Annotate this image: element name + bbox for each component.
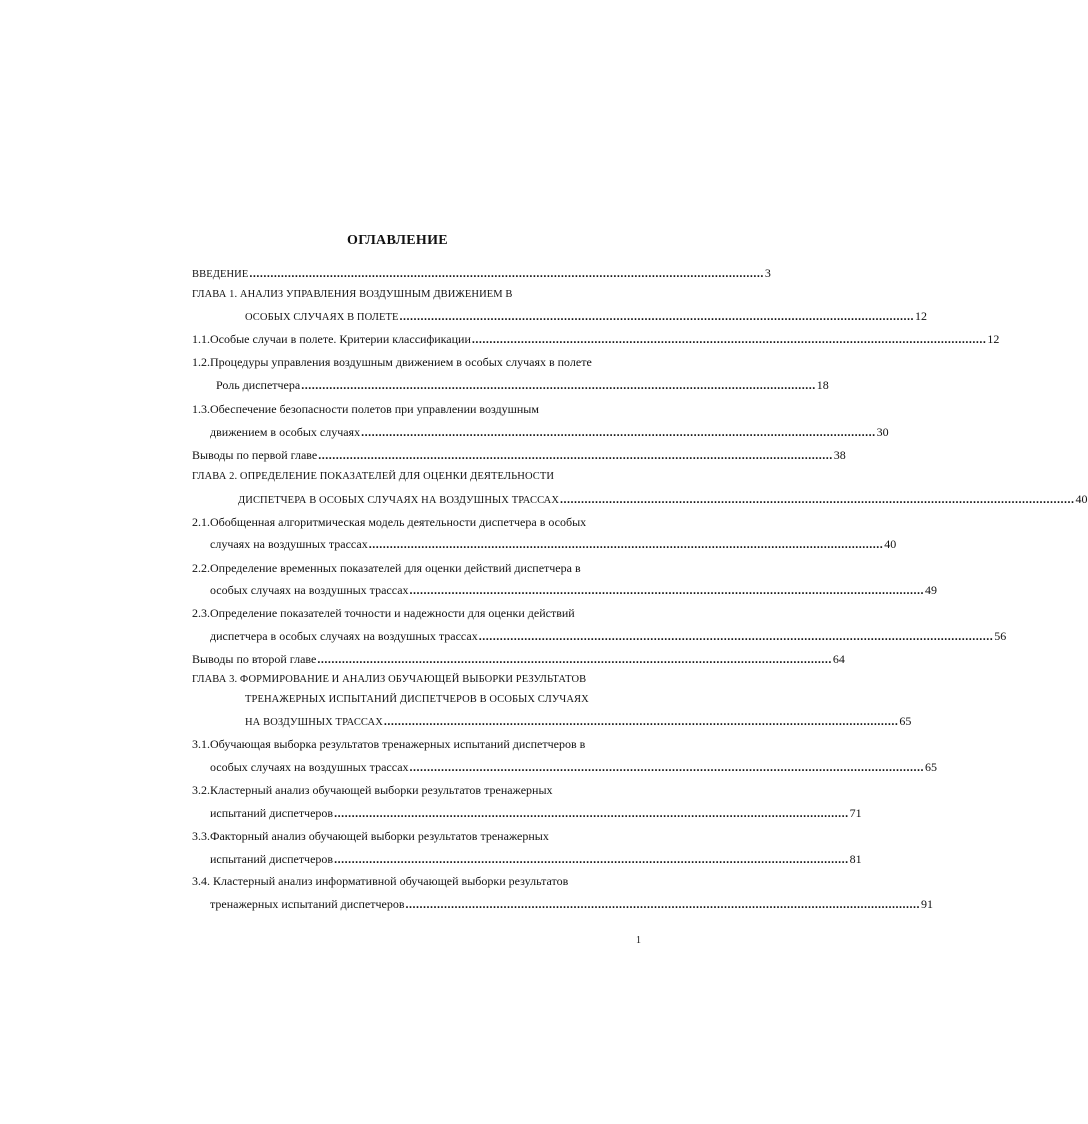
dot-leader: ................................................................................................................................................... [560,492,1075,506]
toc-page-number: 49 [925,583,938,597]
toc-entry-3-1 [210,760,938,774]
toc-entry-chapter-2 [238,492,1088,508]
toc-entry-text: НА ВОЗДУШНЫХ ТРАССАХ [245,717,383,728]
toc-entry-text: случаях на воздушных трассах [210,537,368,551]
toc-entry-text: испытаний диспетчеров [210,806,334,820]
dot-leader: ................................................................................................................................................... [471,332,987,346]
toc-page-number: 40 [1075,492,1088,506]
toc-page-number: 81 [849,852,862,866]
toc-chapter-1-line1: ГЛАВА 1. АНАЛИЗ УПРАВЛЕНИЯ ВОЗДУШНЫМ ДВИЖЕНИЕМ В [192,289,513,300]
toc-entry-3-4-line1: 3.4. Кластерный анализ информативной обучающей выборки результатов [192,874,569,888]
toc-entry-1-3 [210,425,889,439]
toc-page-number: 65 [899,714,912,728]
toc-entry-conclusions-1 [192,448,846,462]
toc-page-number: 12 [987,332,1000,346]
toc-entry-3-2-line1: 3.2.Кластерный анализ обучающей выборки результатов тренажерных [192,783,553,797]
toc-entry-text: Роль диспетчера [216,378,301,392]
dot-leader: ................................................................................................................................................... [318,448,833,462]
toc-page-number: 91 [921,897,933,911]
toc-entry-1-2 [216,378,829,392]
toc-entry-1-2-line1: 1.2.Процедуры управления воздушным движением в особых случаях в полете [192,355,592,369]
toc-page-number: 38 [833,448,846,462]
toc-entry-2-3 [210,629,1007,643]
toc-entry-3-2 [210,806,862,820]
toc-entry-chapter-1 [245,309,928,325]
toc-chapter-2-line1: ГЛАВА 2. ОПРЕДЕЛЕНИЕ ПОКАЗАТЕЛЕЙ ДЛЯ ОЦЕНКИ ДЕЯТЕЛЬНОСТИ [192,471,555,482]
dot-leader: ................................................................................................................................................... [405,897,920,911]
dot-leader: ................................................................................................................................................... [334,852,849,866]
toc-page-number: 30 [876,425,889,439]
dot-leader: ................................................................................................................................................... [317,652,832,666]
toc-entry-1-3-line1: 1.3.Обеспечение безопасности полетов при управлении воздушным [192,402,539,416]
toc-entry-2-1-line1: 2.1.Обобщенная алгоритмическая модель деятельности диспетчера в особых [192,515,587,529]
toc-entry-introduction [192,266,771,282]
dot-leader: ................................................................................................................................................... [409,760,925,774]
toc-page-number: 64 [832,652,845,666]
toc-chapter-3-line2: ТРЕНАЖЕРНЫХ ИСПЫТАНИЙ ДИСПЕТЧЕРОВ В ОСОБЫХ СЛУЧАЯХ [245,694,589,705]
dot-leader: ................................................................................................................................................... [383,714,899,728]
toc-entry-text: 1.1.Особые случаи в полете. Критерии классификации [192,332,471,346]
toc-entry-text: тренажерных испытаний диспетчеров [210,897,405,911]
toc-page-number: 18 [816,378,829,392]
toc-entry-chapter-3 [245,714,912,730]
toc-entry-2-3-line1: 2.3.Определение показателей точности и надежности для оценки действий [192,606,575,620]
toc-page-number: 71 [849,806,862,820]
dot-leader: ................................................................................................................................................... [368,537,884,551]
toc-entry-3-1-line1: 3.1.Обучающая выборка результатов тренажерных испытаний диспетчеров в [192,737,586,751]
dot-leader: ................................................................................................................................................... [361,425,876,439]
toc-entry-3-3-line1: 3.3.Факторный анализ обучающей выборки результатов тренажерных [192,829,549,843]
toc-entry-3-3 [210,852,862,866]
toc-page-number: 12 [915,309,928,323]
toc-entry-2-2 [210,583,938,597]
toc-page-number: 40 [884,537,897,551]
toc-entry-text: диспетчера в особых случаях на воздушных трассах [210,629,478,643]
toc-entry-text: Выводы по второй главе [192,652,317,666]
dot-leader: ................................................................................................................................................... [409,583,925,597]
page-number: 1 [636,935,641,946]
dot-leader: ................................................................................................................................................... [399,309,915,323]
toc-title: ОГЛАВЛЕНИЕ [347,233,448,248]
toc-entry-text: Выводы по первой главе [192,448,318,462]
toc-entry-text: движением в особых случаях [210,425,361,439]
toc-entry-conclusions-2 [192,652,845,666]
toc-entry-text: испытаний диспетчеров [210,852,334,866]
toc-entry-text: ВВЕДЕНИЕ [192,269,249,280]
toc-entry-text: особых случаях на воздушных трассах [210,760,409,774]
toc-entry-1-1 [192,332,1000,346]
toc-entry-3-4 [210,897,933,911]
dot-leader: ................................................................................................................................................... [478,629,994,643]
toc-entry-text: ДИСПЕТЧЕРА В ОСОБЫХ СЛУЧАЯХ НА ВОЗДУШНЫХ ТРАССАХ [238,495,560,506]
toc-entry-text: особых случаях на воздушных трассах [210,583,409,597]
toc-page-number: 3 [764,266,771,280]
dot-leader: ................................................................................................................................................... [334,806,849,820]
toc-entry-2-2-line1: 2.2.Определение временных показателей для оценки действий диспетчера в [192,561,581,575]
toc-chapter-3-line1: ГЛАВА 3. ФОРМИРОВАНИЕ И АНАЛИЗ ОБУЧАЮЩЕЙ ВЫБОРКИ РЕЗУЛЬТАТОВ [192,674,587,685]
toc-page-number: 65 [925,760,938,774]
toc-entry-text: ОСОБЫХ СЛУЧАЯХ В ПОЛЕТЕ [245,312,399,323]
dot-leader: ................................................................................................................................................... [301,378,816,392]
toc-page-number: 56 [994,629,1007,643]
toc-entry-2-1 [210,537,897,551]
dot-leader: ................................................................................................................................................... [249,266,764,280]
